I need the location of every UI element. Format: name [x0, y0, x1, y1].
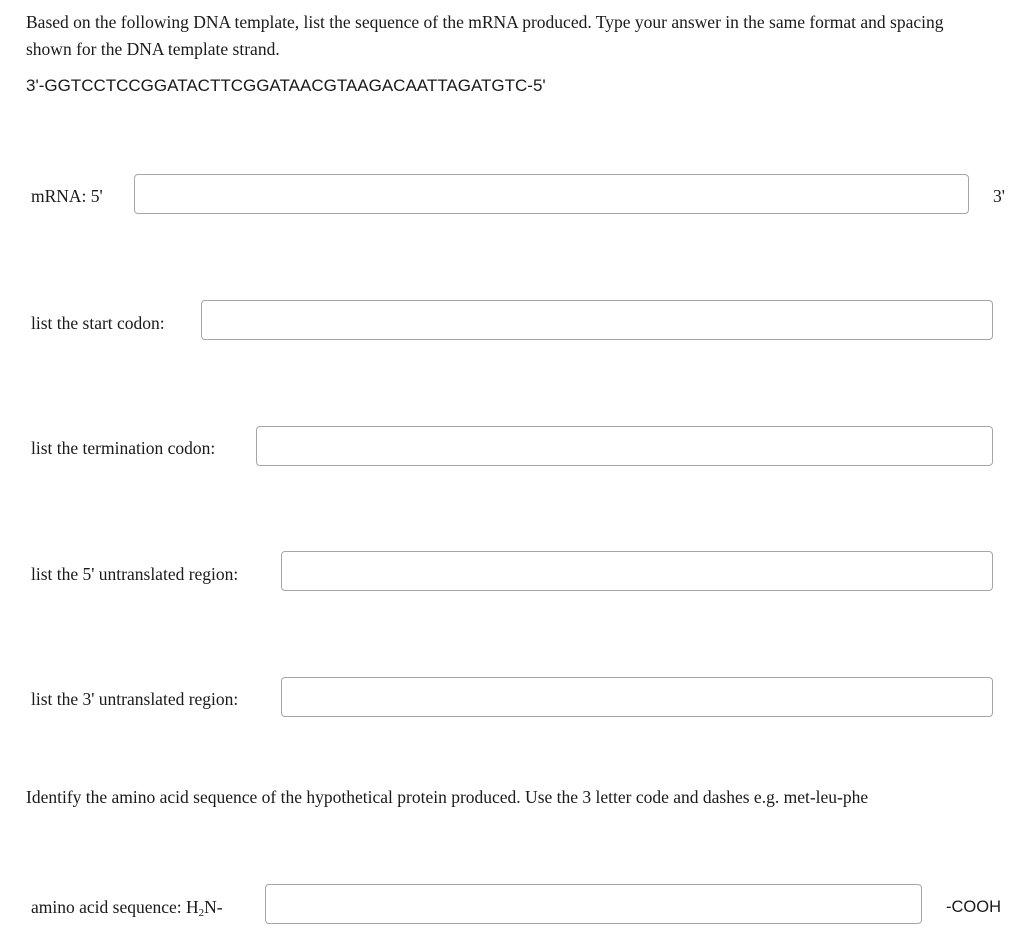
- start-codon-input[interactable]: [201, 300, 993, 340]
- protein-question-text: Identify the amino acid sequence of the hypothetical protein produced. Use the 3 letter code and dashes e.g. met-leu-phe: [26, 787, 869, 807]
- termination-codon-label: list the termination codon:: [31, 438, 216, 458]
- utr5-label: list the 5' untranslated region:: [31, 564, 239, 584]
- dna-template-sequence: 3'-GGTCCTCCGGATACTTCGGATAACGTAAGACAATTAGATGTC-5': [26, 76, 546, 95]
- utr5-input[interactable]: [281, 551, 993, 591]
- mrna-suffix: 3': [993, 186, 1005, 206]
- utr3-input[interactable]: [281, 677, 993, 717]
- mrna-label: mRNA: 5': [31, 186, 103, 206]
- amino-acid-label: [31, 897, 223, 917]
- instructions-text: Based on the following DNA template, list the sequence of the mRNA produced. Type your answer in the same format and spacing shown for the DNA template strand.: [26, 12, 944, 59]
- amino-acid-label-subscript: 2: [198, 907, 205, 919]
- utr3-label: list the 3' untranslated region:: [31, 689, 239, 709]
- mrna-input[interactable]: [134, 174, 969, 214]
- start-codon-label: list the start codon:: [31, 313, 165, 333]
- amino-acid-suffix: -COOH: [946, 898, 1001, 916]
- amino-acid-input[interactable]: [265, 884, 922, 924]
- amino-acid-label-end: N-: [204, 897, 223, 917]
- amino-acid-label-prefix: amino acid sequence: H: [31, 897, 199, 917]
- termination-codon-input[interactable]: [256, 426, 993, 466]
